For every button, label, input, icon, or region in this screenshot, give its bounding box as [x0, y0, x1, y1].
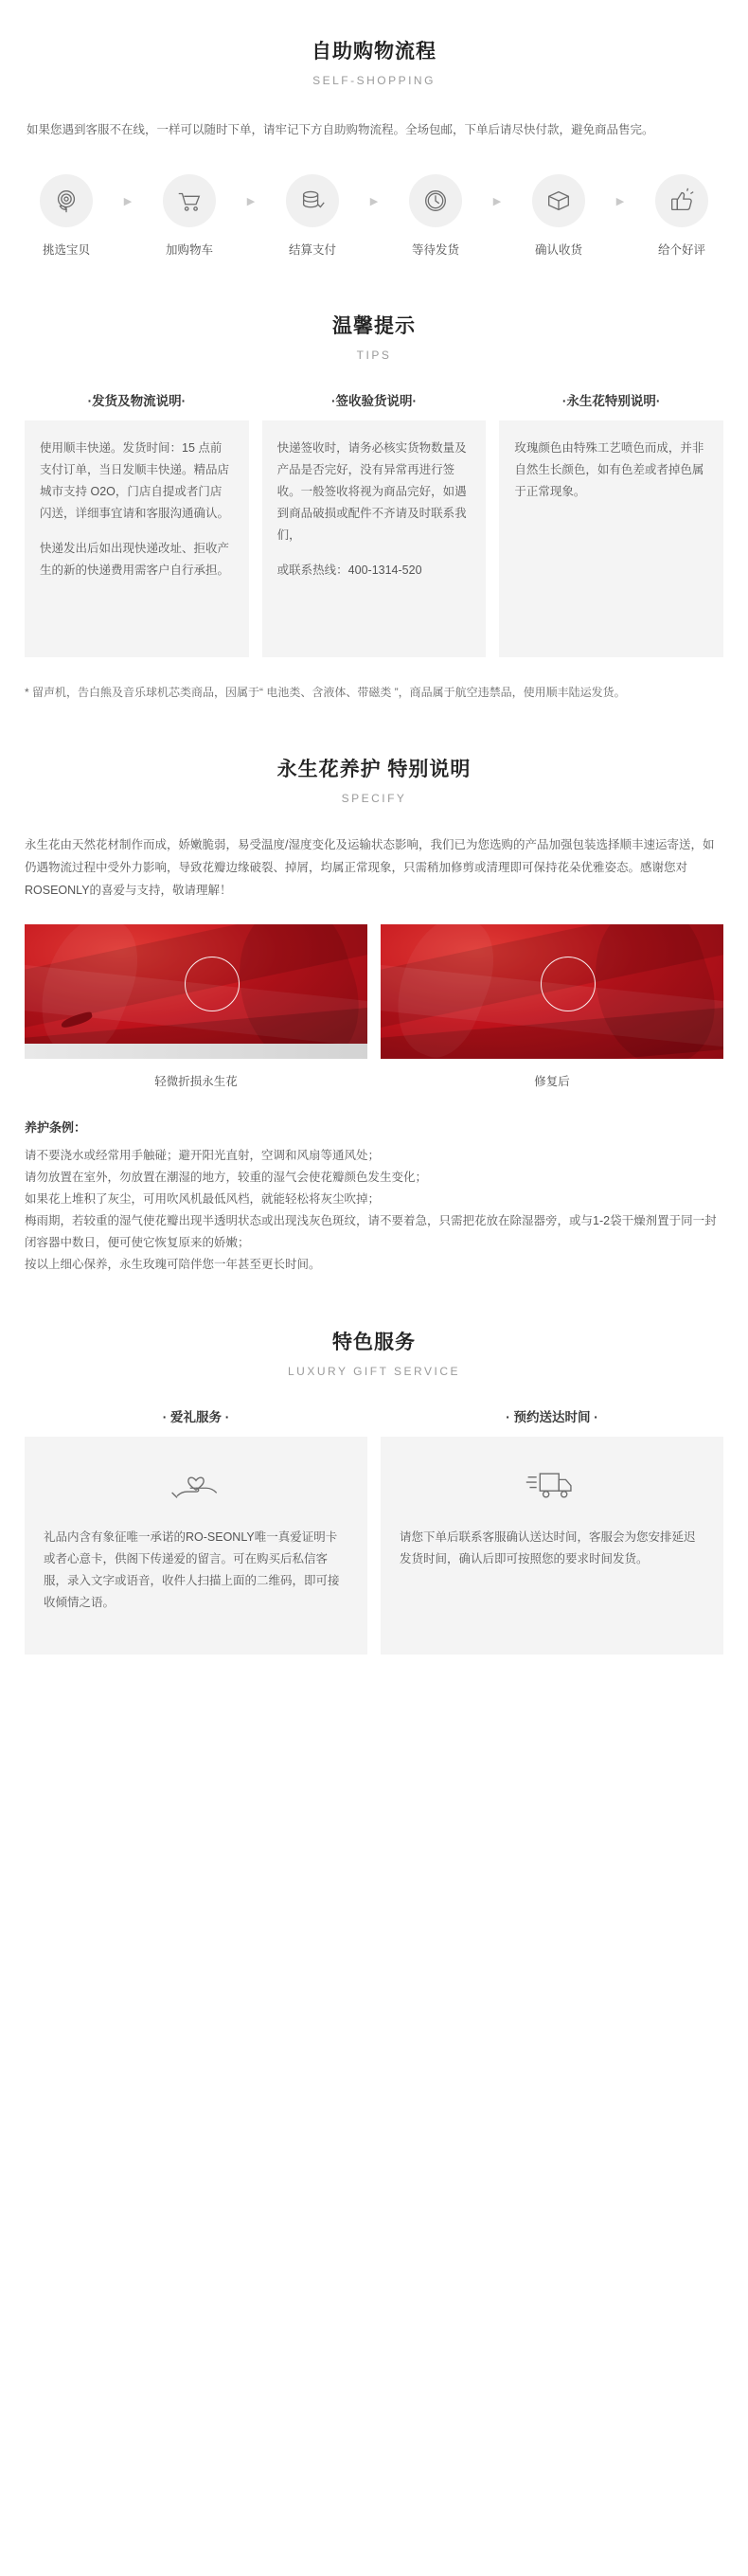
damaged-rose-photo: [25, 924, 367, 1059]
step-await-shipment: [394, 174, 477, 258]
coins-payment-icon: [286, 174, 339, 227]
step-add-to-cart: [148, 174, 231, 258]
step-label: 确认收货: [534, 243, 582, 257]
self-shopping-description: 如果您遇到客服不在线，一样可以随时下单，请牢记下方自助购物流程。全场包邮，下单后请尽快付款，避免商品售完。: [27, 123, 654, 136]
self-shopping-subtitle: SELF-SHOPPING: [312, 74, 436, 87]
care-description: 永生花由天然花材制作而成，娇嫩脆弱，易受温度/湿度变化及运输状态影响，我们已为您选购的产品加强包装选择顺丰速运寄送，如仍遇物流过程中受外力影响，导致花瓣边缘破裂、掉屑，均属正常现象，只需稍加修剪或清理即可保持花朵优雅姿态。感谢您对ROSEONLY的喜爱与支持，敬请理解！: [25, 838, 715, 897]
tip-hotline: 或联系热线：400-1314-520: [276, 564, 422, 577]
package-box-icon: [532, 174, 585, 227]
tip-column-body: [262, 420, 487, 657]
care-rules-title: 养护条例：: [25, 1120, 87, 1135]
step-leave-review: [640, 174, 723, 258]
step-arrow-icon: ▶: [246, 196, 256, 207]
step-arrow-icon: ▶: [615, 196, 625, 207]
step-arrow-icon: ▶: [492, 196, 502, 207]
step-label: 结算支付: [288, 243, 336, 257]
step-checkout-pay: [271, 174, 354, 258]
thumbs-up-icon: [655, 174, 708, 227]
service-subtitle: LUXURY GIFT SERVICE: [288, 1365, 460, 1378]
service-column-text: 礼品内含有象征唯一承诺的RO-SEONLY唯一真爱证明卡或者心意卡，供阁下传递爱的留言。可在购买后私信客服，录入文字或语音，收件人扫描上面的二维码，即可接收倾情之语。: [44, 1530, 340, 1609]
tip-paragraph: 玫瑰颜色由特殊工艺喷色而成，并非自然生长颜色，如有色差或者掉色属于正常现象。: [514, 441, 704, 498]
tip-column-shipping: [25, 390, 249, 657]
tips-subtitle: TIPS: [356, 349, 392, 362]
self-shopping-section: [0, 0, 748, 258]
step-label: 挑选宝贝: [42, 243, 90, 257]
care-image-caption: 修复后: [534, 1075, 570, 1088]
tip-column-head: ·发货及物流说明·: [87, 394, 187, 408]
tip-paragraph: 快递发出后如出现快递改址、拒收产生的新的快递费用需客户自行承担。: [40, 542, 230, 577]
rose-icon: [40, 174, 93, 227]
tips-title: 温馨提示: [332, 315, 416, 337]
tip-column-head: ·签收验货说明·: [331, 394, 417, 408]
care-rule-item: 梅雨期，若较重的湿气使花瓣出现半透明状态或出现浅灰色斑纹，请不要着急，只需把花放在除湿器旁，或与1-2袋干燥剂置于同一封闭容器中数日，便可使它恢复原来的娇嫩；: [25, 1214, 717, 1249]
step-label: 给个好评: [657, 243, 705, 257]
step-label: 等待发货: [411, 243, 459, 257]
care-rules-list: [25, 1145, 723, 1276]
tip-paragraph: 快递签收时，请务必核实货物数量及产品是否完好，没有异常再进行签收。一般签收将视为商品完好，如遇到商品破损或配件不齐请及时联系我们，: [276, 441, 467, 542]
care-rule-item: 请勿放置在室外，勿放置在潮湿的地方，较重的湿气会使花瓣颜色发生变化；: [25, 1171, 428, 1184]
service-column-body: [25, 1437, 367, 1655]
care-images: [25, 924, 723, 1089]
step-arrow-icon: ▶: [123, 196, 133, 207]
step-confirm-receipt: [517, 174, 600, 258]
care-title: 永生花养护 特别说明: [276, 759, 472, 780]
care-rule-item: 请不要浇水或经常用手触碰；避开阳光直射，空调和风扇等通风处；: [25, 1149, 381, 1162]
service-section: [0, 1276, 748, 1655]
tips-footnote: * 留声机，告白熊及音乐球机芯类商品，因属于“ 电池类、含液体、带磁类 ”，商品属于航空违禁品，使用顺丰陆运发货。: [25, 686, 626, 699]
hand-heart-icon: [169, 1461, 223, 1510]
service-column-gift-card: [25, 1406, 367, 1655]
service-column-body: [381, 1437, 723, 1655]
service-column-head: · 爱礼服务 ·: [162, 1410, 230, 1424]
service-columns: [25, 1406, 723, 1655]
repaired-rose-photo: [381, 924, 723, 1059]
care-image-repaired: [381, 924, 723, 1089]
shopping-steps: [25, 174, 723, 258]
delivery-truck-icon: [525, 1461, 579, 1510]
care-section: [0, 703, 748, 1276]
tips-section: [0, 258, 748, 703]
tip-column-receiving: [262, 390, 487, 657]
tip-column-head: ·永生花特别说明·: [561, 394, 661, 408]
care-image-damaged: [25, 924, 367, 1089]
care-rule-item: 如果花上堆积了灰尘，可用吹风机最低风档，就能轻松将灰尘吹掉；: [25, 1192, 381, 1206]
tip-column-preserved-flower: [499, 390, 723, 657]
service-column-head: · 预约送达时间 ·: [506, 1410, 598, 1424]
self-shopping-title: 自助购物流程: [312, 41, 436, 63]
step-label: 加购物车: [165, 243, 213, 257]
care-rule-item: 按以上细心保养，永生玫瑰可陪伴您一年甚至更长时间。: [25, 1258, 321, 1271]
step-select-item: [25, 174, 108, 258]
tip-column-body: [499, 420, 723, 657]
tip-paragraph: 使用顺丰快递。发货时间：15 点前支付订单，当日发顺丰快递。精品店城市支持 O2O，门店自提或者门店闪送，详细事宜请和客服沟通确认。: [40, 441, 230, 520]
service-column-scheduled-delivery: [381, 1406, 723, 1655]
service-title: 特色服务: [332, 1332, 416, 1353]
step-arrow-icon: ▶: [369, 196, 379, 207]
service-column-text: 请您下单后联系客服确认送达时间，客服会为您安排延迟发货时间，确认后即可按照您的要求时间发货。: [400, 1530, 696, 1565]
tip-column-body: [25, 420, 249, 657]
tips-columns: [25, 390, 723, 657]
care-subtitle: SPECIFY: [341, 792, 407, 805]
shopping-cart-icon: [163, 174, 216, 227]
clock-icon: [409, 174, 462, 227]
care-image-caption: 轻微折损永生花: [154, 1075, 238, 1088]
